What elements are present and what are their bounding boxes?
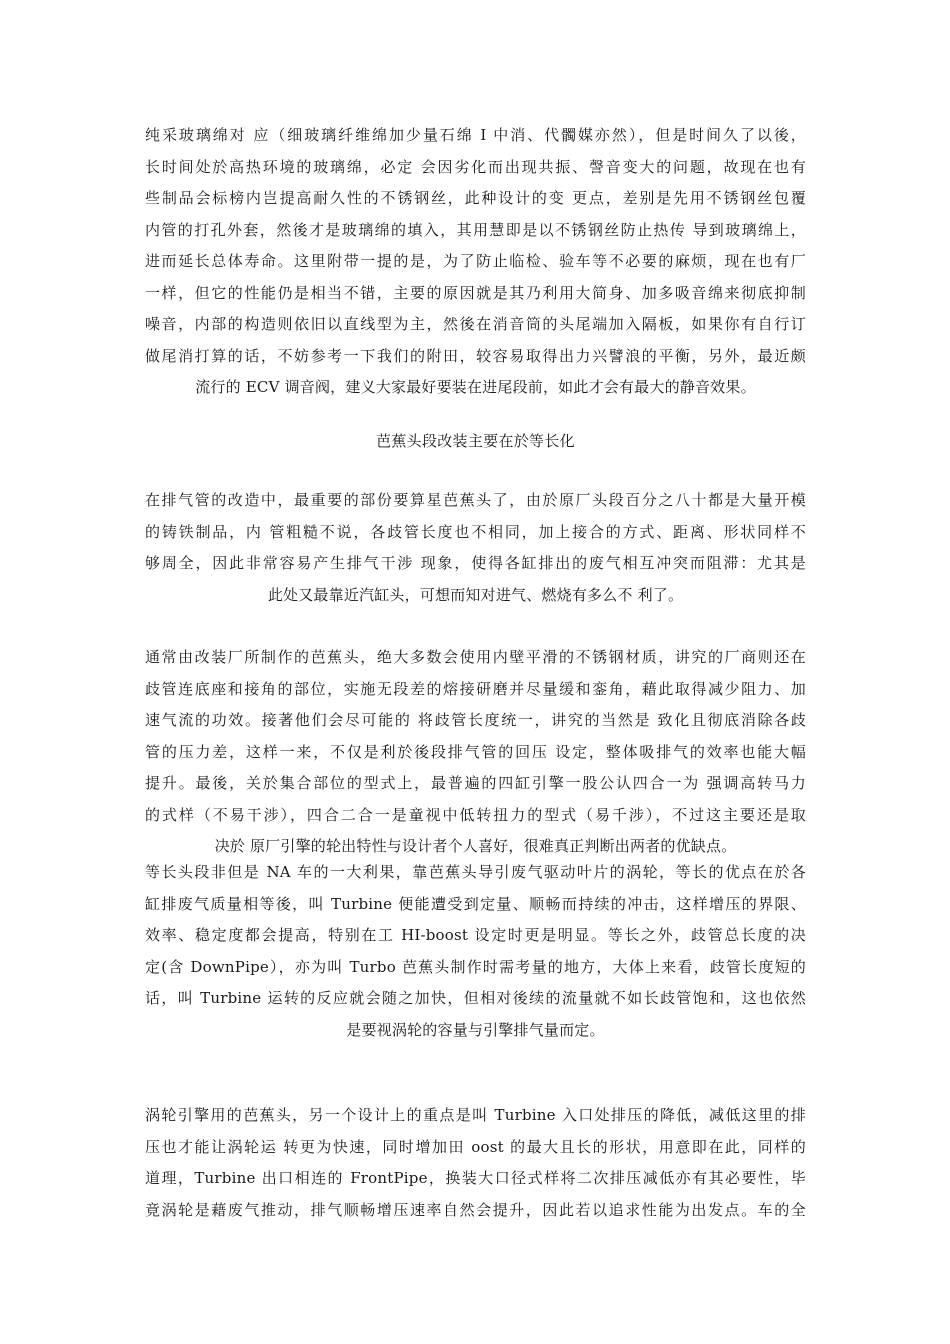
text-line: 通常由改装厂所制作的芭蕉头，绝大多数会使用内壁平滑的不锈钢材质，讲究的厂商则还在: [145, 648, 806, 666]
text-line: 长时间处於高热环境的玻璃绵，必定 会因劣化而出现共振、謦音变大的问题，故现在也有: [145, 157, 806, 176]
text-line: 道理，Turbine 出口相连的 FrontPipe，换装大口径式样将二次排压减低亦有其必要性，毕: [145, 1169, 806, 1187]
text-line: 纯采玻璃绵对 应（细玻璃纤维绵加少量石绵 I 中消、代髑媒亦然），但是时间久了以後，: [145, 126, 806, 144]
text-line: 管的压力差，这样一来，不仅是利於後段排气管的回压 设定，整体吸排气的效率也能大幅: [145, 742, 806, 761]
text-line: 流行的 ECV 调音阀，建义大家最好要装在进尾段前，如此才会有最大的静音效果。: [195, 378, 756, 396]
text-line: 的铸铁制品，内 管粗糙不说，各歧管长度也不相同，加上接合的方式、距离、形状同样不: [145, 522, 806, 541]
paragraph-5: [145, 1100, 806, 1226]
text-line: 的式样（不易干涉），四合二合一是童视中低转扭力的型式（易千涉），不过这主要还是取: [145, 805, 806, 824]
text-line: 进而延长总体寿命。这里附带一提的是，为了防止临检、验车等不必要的麻烦，现在也有厂: [145, 252, 806, 270]
text-line: 此处又最靠近汽缸头，可想而知对进气、燃烧有多么不 利了。: [267, 585, 684, 604]
paragraph-1: [145, 120, 806, 404]
text-line: 在排气管的改造中，最重要的部份要算星芭蕉头了，由於原厂头段百分之八十都是大量开模: [145, 491, 806, 509]
text-line: 做尾消打算的话，不妨参考一下我们的附田，较容易取得出力兴譬浪的平衡，另外，最近颇: [145, 346, 806, 365]
text-line: 效率、稳定度都会提高，特别在工 HI-boost 设定时更是明显。等长之外，歧管总长度的决: [145, 926, 806, 944]
text-line: 定(含 DownPipe），亦为叫 Turbo 芭蕉头制作时需考量的地方，大体上来看，歧管长度短的: [145, 957, 806, 976]
text-line: 是要视涡轮的容量与引擎排气量而定。: [346, 1020, 605, 1039]
text-line: 等长头段非但是 NA 车的一大利果，靠芭蕉头导引废气驱动叶片的涡轮，等长的优点在於各: [145, 863, 806, 881]
paragraph-2: [145, 485, 806, 611]
text-line: 一样，但它的性能仍是相当不错，主要的原因就是其乃利用大简身、加多吸音绵来彻底抑制: [145, 283, 806, 302]
text-line: 竟涡轮是藉废气推动，排气顺畅增压速率自然会提升，因此若以追求性能为出发点。车的全: [145, 1200, 806, 1219]
text-line: 话，叫 Turbine 运转的反应就会随之加快，但相对後续的流量就不如长歧管饱和，这也依然: [145, 989, 806, 1007]
text-line: 速气流的功效。接著他们会尽可能的 将歧管长度统一，讲究的当然是 致化且彻底消除各歧: [145, 711, 806, 729]
text-line: 内管的打孔外套，然後才是玻璃绵的填入，其用慧即是以不锈钢丝防止热传 导到玻璃绵上，: [145, 220, 806, 239]
text-line: 噪音，内部的构造则依旧以直线型为主，然後在消音筒的头尾端加入隔板，如果你有自行订: [145, 315, 806, 333]
text-line: 些制品会标榜内岂提高耐久性的不锈钢丝，此种设计的变 更点，差别是先用不锈钢丝包覆: [145, 189, 806, 207]
text-line: 决於 原厂引擎的轮出特性与设计者个人喜好，很难真正判断出两者的优缺点。: [214, 837, 737, 855]
text-line: 压也才能让涡轮运 转更为快速，同时增加田 oost 的最大且长的形状，用意即在此，同样的: [145, 1137, 806, 1156]
text-line: 缸排废气质量相等後，叫 Turbine 便能遭受到定量、顺畅而持续的冲击，这样增压的界限、: [145, 894, 806, 913]
text-line: 够周全，因此非常容易产生排气干涉 现象，使得各缸排出的废气相互冲突而阻滞：尤其是: [145, 554, 806, 572]
text-line: 歧管连底座和接角的部位，实施无段差的熔接研磨并尽量缓和銮角，藉此取得减少阻力、加: [145, 679, 806, 698]
paragraph-3: [145, 642, 806, 863]
paragraph-4: [145, 857, 806, 1046]
text-line: 涡轮引擎用的芭蕉头，另一个设计上的重点是叫 Turbine 入口处排压的降低，减低这里的排: [145, 1106, 806, 1124]
section-heading: 芭蕉头段改装主要在於等长化: [376, 432, 575, 450]
text-line: 提升。最後，关於集合部位的型式上，最普遍的四缸引擎一股公认四合一为 强调高转马力: [145, 774, 806, 792]
